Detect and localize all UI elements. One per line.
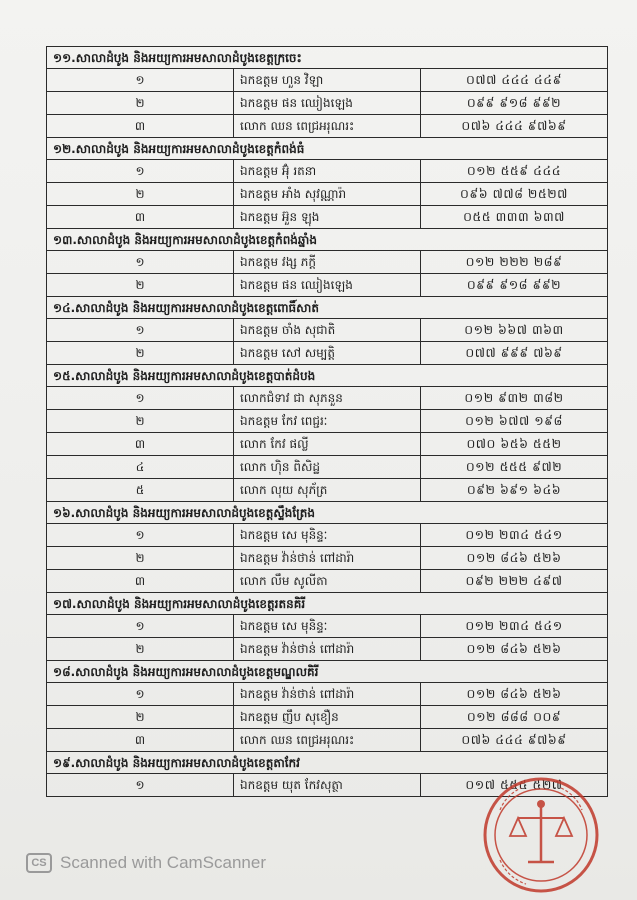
phone-number: ០១៧ ៥៥៥ ៥២៧ xyxy=(421,774,608,797)
phone-number: ០៩៦ ៧៧៨ ២៥២៧ xyxy=(421,183,608,206)
row-number: ២ xyxy=(47,342,234,365)
row-number: ១ xyxy=(47,387,234,410)
row-number: ២ xyxy=(47,183,234,206)
phone-number: ០៩២ ៦៩១ ៦៤៦ xyxy=(421,479,608,502)
section-title: ១៤.សាលាដំបូង និងអយ្យការអមសាលាដំបូងខេត្តពោធិ៍សាត់ xyxy=(47,297,608,319)
table-row xyxy=(47,206,608,229)
table-row xyxy=(47,319,608,342)
person-name: ឯកឧត្តម អ៊ួន ឡុង xyxy=(234,206,421,229)
official-seal xyxy=(476,770,606,900)
row-number: ២ xyxy=(47,638,234,661)
person-name: ឯកឧត្តម សេ មុនិន្ទៈ xyxy=(234,524,421,547)
phone-number: ០៧៦ ៤៤៤ ៩៧៦៩ xyxy=(421,729,608,752)
row-number: ១ xyxy=(47,774,234,797)
row-number: ២ xyxy=(47,547,234,570)
person-name: លោកជំទាវ ជា សុភនួន xyxy=(234,387,421,410)
table-row xyxy=(47,410,608,433)
phone-number: ០៧៦ ៤៤៤ ៩៧៦៩ xyxy=(421,115,608,138)
table-row xyxy=(47,479,608,502)
phone-number: ០១២ ៩៣២ ៣៨២ xyxy=(421,387,608,410)
row-number: ២ xyxy=(47,274,234,297)
phone-number: ០១២ ២៣៤ ៥៤១ xyxy=(421,615,608,638)
section-header-row xyxy=(47,661,608,683)
table-row xyxy=(47,456,608,479)
section-header-row xyxy=(47,229,608,251)
row-number: ១ xyxy=(47,69,234,92)
phone-number: ០១២ ៦៦៧ ៣៦៣ xyxy=(421,319,608,342)
person-name: ឯកឧត្តម ផន ឈៀងឡេង xyxy=(234,274,421,297)
row-number: ១ xyxy=(47,319,234,342)
person-name: លោក ឈន ពេជ្រអរុណរះ xyxy=(234,115,421,138)
table-row xyxy=(47,683,608,706)
person-name: ឯកឧត្តម ផន ឈៀងឡេង xyxy=(234,92,421,115)
section-header-row xyxy=(47,365,608,387)
person-name: ឯកឧត្តម ញឹប សុខឿន xyxy=(234,706,421,729)
row-number: ១ xyxy=(47,683,234,706)
table-row xyxy=(47,524,608,547)
table-row xyxy=(47,274,608,297)
row-number: ៤ xyxy=(47,456,234,479)
section-header-row xyxy=(47,502,608,524)
person-name: ឯកឧត្តម វ៉ាន់ថាន់ ពៅដារ៉ា xyxy=(234,638,421,661)
row-number: ២ xyxy=(47,410,234,433)
section-header-row xyxy=(47,297,608,319)
section-title: ១៦.សាលាដំបូង និងអយ្យការអមសាលាដំបូងខេត្តស្ទឹងត្រែង xyxy=(47,502,608,524)
section-header-row xyxy=(47,47,608,69)
table-row xyxy=(47,547,608,570)
person-name: ឯកឧត្តម វង្ស ភក្តី xyxy=(234,251,421,274)
phone-number: ០៩៩ ៩១៨ ៩៩២ xyxy=(421,274,608,297)
phone-number: ០៧០ ៦៥៦ ៥៥២ xyxy=(421,433,608,456)
row-number: ៣ xyxy=(47,729,234,752)
row-number: ៣ xyxy=(47,433,234,456)
table-row xyxy=(47,183,608,206)
phone-number: ០៩៩ ៩១៨ ៩៩២ xyxy=(421,92,608,115)
table-row xyxy=(47,570,608,593)
person-name: លោក លឹម សូលីតា xyxy=(234,570,421,593)
person-name: ឯកឧត្តម វ៉ាន់ថាន់ ពៅដារ៉ា xyxy=(234,547,421,570)
phone-number: ០១២ ៨៤៦ ៥២៦ xyxy=(421,638,608,661)
row-number: ១ xyxy=(47,251,234,274)
table-row xyxy=(47,387,608,410)
person-name: ឯកឧត្តម ហួន វិឡា xyxy=(234,69,421,92)
section-title: ១៥.សាលាដំបូង និងអយ្យការអមសាលាដំបូងខេត្តបាត់ដំបង xyxy=(47,365,608,387)
person-name: ឯកឧត្តម សៅ សម្បត្តិ xyxy=(234,342,421,365)
row-number: ១ xyxy=(47,160,234,183)
row-number: ៣ xyxy=(47,206,234,229)
table-row xyxy=(47,638,608,661)
phone-number: ០១២ ៥៥៩ ៤៤៤ xyxy=(421,160,608,183)
person-name: ឯកឧត្តម កែវ ពេជ្ជរៈ xyxy=(234,410,421,433)
table-row xyxy=(47,342,608,365)
scanner-watermark xyxy=(26,852,266,874)
person-name: ឯកឧត្តម សេ មុនិន្ទៈ xyxy=(234,615,421,638)
row-number: ២ xyxy=(47,706,234,729)
table-row xyxy=(47,69,608,92)
phone-number: ០១២ ៥៥៥ ៩៧២ xyxy=(421,456,608,479)
phone-number: ០១២ ២២២ ២៨៩ xyxy=(421,251,608,274)
phone-number: ០១២ ២៣៤ ៥៤១ xyxy=(421,524,608,547)
row-number: ៣ xyxy=(47,115,234,138)
person-name: ឯកឧត្តម វ៉ាន់ថាន់ ពៅដារ៉ា xyxy=(234,683,421,706)
phone-number: ០១២ ៨៤៦ ៥២៦ xyxy=(421,683,608,706)
person-name: លោក កែវ ផល្លី xyxy=(234,433,421,456)
person-name: លោក ឈន ពេជ្រអរុណរះ xyxy=(234,729,421,752)
section-title: ១៣.សាលាដំបូង និងអយ្យការអមសាលាដំបូងខេត្តកំពង់ឆ្នាំង xyxy=(47,229,608,251)
contact-table xyxy=(46,46,608,797)
row-number: ៣ xyxy=(47,570,234,593)
phone-number: ០១២ ៨៤៦ ៥២៦ xyxy=(421,547,608,570)
table-row xyxy=(47,615,608,638)
phone-number: ០៥៥ ៣៣៣ ៦៣៧ xyxy=(421,206,608,229)
table-row xyxy=(47,251,608,274)
phone-number: ០៧៧ ៤៤៤ ៤៤៩ xyxy=(421,69,608,92)
table-row xyxy=(47,706,608,729)
person-name: ឯកឧត្តម យុត កែវសុត្ថា xyxy=(234,774,421,797)
section-header-row xyxy=(47,138,608,160)
watermark-label: Scanned with CamScanner xyxy=(60,853,267,872)
table-row xyxy=(47,115,608,138)
section-title: ១៧.សាលាដំបូង និងអយ្យការអមសាលាដំបូងខេត្តរតនគិរី xyxy=(47,593,608,615)
table-row xyxy=(47,433,608,456)
phone-number: ០៧៧ ៩៩៩ ៧៦៩ xyxy=(421,342,608,365)
table-row xyxy=(47,160,608,183)
section-title: ១២.សាលាដំបូង និងអយ្យការអមសាលាដំបូងខេត្តកំពង់ធំ xyxy=(47,138,608,160)
row-number: ២ xyxy=(47,92,234,115)
table-row xyxy=(47,729,608,752)
section-title: ១១.សាលាដំបូង និងអយ្យការអមសាលាដំបូងខេត្តក្រចេះ xyxy=(47,47,608,69)
table-row xyxy=(47,92,608,115)
phone-number: ០១២ ៨៨៨ ០០៩ xyxy=(421,706,608,729)
row-number: ១ xyxy=(47,615,234,638)
phone-number: ០៩២ ២២២ ៤៩៧ xyxy=(421,570,608,593)
person-name: ឯកឧត្តម អ៊ុំ រតនា xyxy=(234,160,421,183)
section-header-row xyxy=(47,593,608,615)
person-name: លោក ហ៊ិន ពិសិដ្ឋ xyxy=(234,456,421,479)
phone-number: ០១២ ៦៧៧ ១៩៨ xyxy=(421,410,608,433)
row-number: ៥ xyxy=(47,479,234,502)
person-name: ឯកឧត្តម អាំង សុវណ្ណារ៉ា xyxy=(234,183,421,206)
person-name: ឯកឧត្តម ចាំង សុជាតិ xyxy=(234,319,421,342)
row-number: ១ xyxy=(47,524,234,547)
section-title: ១៨.សាលាដំបូង និងអយ្យការអមសាលាដំបូងខេត្តមណ្ឌលគិរី xyxy=(47,661,608,683)
section-title: ១៩.សាលាដំបូង និងអយ្យការអមសាលាដំបូងខេត្តតាកែវ xyxy=(47,752,608,774)
person-name: លោក លុយ សុភ័ត្រ xyxy=(234,479,421,502)
camscanner-logo: CS xyxy=(26,853,52,873)
